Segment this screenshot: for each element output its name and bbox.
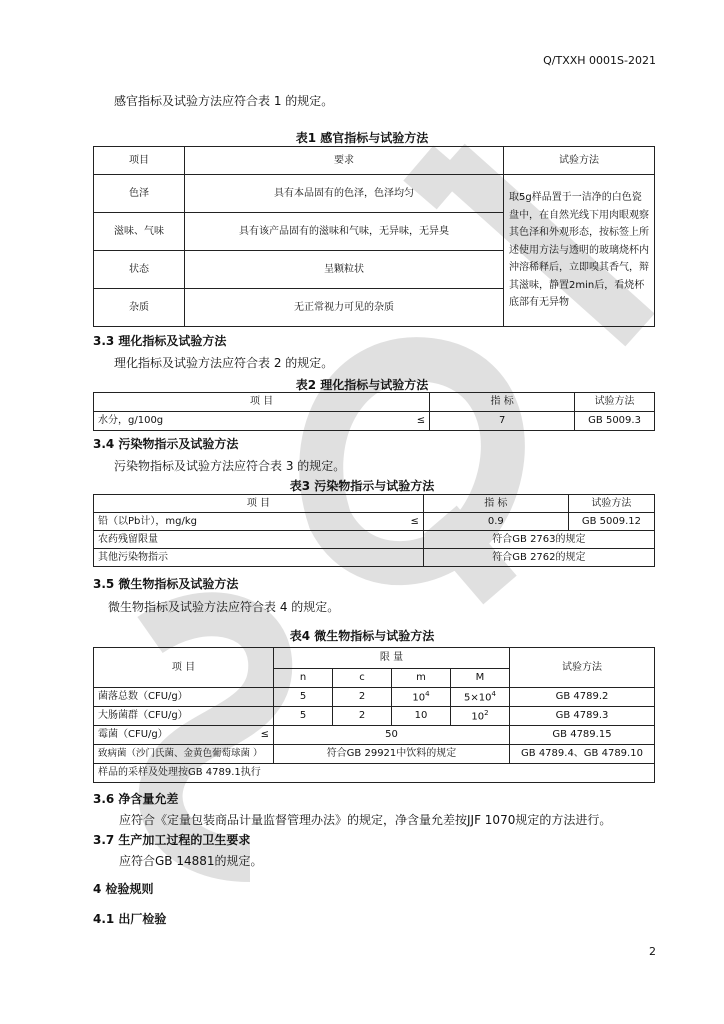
table2 [93,392,655,431]
section-4-1-heading: 4.1 出厂检验 [93,912,167,926]
table4-pathogen-item: 致病菌（沙门氏菌、金黄色葡萄球菌 ） [94,745,274,764]
table4-row-m-base: 10 [412,692,426,704]
table4-row-n: 5 [274,707,333,726]
section-3-5-heading: 3.5 微生物指标及试验方法 [93,577,239,591]
table2-header-item: 项 目 [94,393,430,412]
section-3-3-heading: 3.3 理化指标及试验方法 [93,334,227,348]
section-4-heading: 4 检验规则 [93,882,154,896]
table4-mold-item: 霉菌（CFU/g） [94,726,236,745]
table1-title: 表1 感官指标与试验方法 [295,131,429,145]
table4-row-item: 菌落总数（CFU/g） [94,688,274,707]
table3-row-item: 铅（以Pb计），mg/kg [94,513,375,531]
table1-header-item: 项目 [94,147,185,175]
table3 [93,494,655,567]
table2-header-value: 指 标 [430,393,575,412]
table4-row-m-exp: 4 [425,689,430,698]
table4-row-item: 大肠菌群（CFU/g） [94,707,274,726]
doc-code: Q/TXXH 0001S-2021 [543,54,656,67]
table3-row-item: 农药残留限量 [94,531,424,549]
table1 [93,146,655,327]
table2-row-value: 7 [430,412,575,431]
table1-header-req: 要求 [185,147,504,175]
table4 [93,647,655,783]
table4-row-c: 2 [333,707,392,726]
table4-note: 样品的采样及处理按GB 4789.1执行 [94,764,655,783]
table3-header-item: 项 目 [94,495,424,513]
table3-title: 表3 污染物指示与试验方法 [289,479,435,493]
table4-title: 表4 微生物指标与试验方法 [289,629,435,643]
table1-row-req: 具有该产品固有的滋味和气味，无异味，无异臭 [185,213,504,251]
table1-row-req: 无正常视力可见的杂质 [185,289,504,327]
table4-header-limit: 限 量 [274,648,510,669]
table4-row-method: GB 4789.3 [510,707,655,726]
table3-header-value: 指 标 [423,495,568,513]
table2-row-method: GB 5009.3 [575,412,655,431]
table2-row-sym: ≤ [381,412,430,431]
section-3-7-heading: 3.7 生产加工过程的卫生要求 [93,833,251,847]
table4-mold-sym: ≤ [235,726,274,745]
table1-header-method: 试验方法 [504,147,655,175]
table1-row-item: 色泽 [94,175,185,213]
table4-row-M-base: 5×10 [464,692,492,704]
table2-row-item: 水分，g/100g [94,412,382,431]
section-3-6-text: 应符合《定量包装商品计量监督管理办法》的规定，净含量允差按JJF 1070规定的方法进行。 [119,813,612,827]
section-3-6-heading: 3.6 净含量允差 [93,792,179,806]
section-3-4-heading: 3.4 污染物指示及试验方法 [93,437,239,451]
table4-pathogen-method: GB 4789.4、GB 4789.10 [510,745,655,764]
table3-row-sym: ≤ [375,513,424,531]
table4-row-m: 10 [392,707,451,726]
table3-row-span: 符合GB 2762的规定 [423,549,654,567]
table2-title: 表2 理化指标与试验方法 [295,378,429,392]
table1-method-cell: 取5g样品置于一洁净的白色瓷盘中，在自然光线下用肉眼观察其色泽和外观形态，按标签上所述使用方法与透明的玻璃烧杯内沖溶稀释后，立即嗅其香气，辩其滋味，静置2min后，看烧杯底部有无异物 [504,175,655,327]
section-3-7-text: 应符合GB 14881的规定。 [119,854,263,868]
table1-row-item: 滋味、气味 [94,213,185,251]
table3-row-span: 符合GB 2763的规定 [423,531,654,549]
table4-mold-method: GB 4789.15 [510,726,655,745]
table1-row-req: 呈颗粒状 [185,251,504,289]
table4-row-method: GB 4789.2 [510,688,655,707]
table2-header-method: 试验方法 [575,393,655,412]
table1-row-item: 状态 [94,251,185,289]
table4-row-M [451,707,510,726]
table4-row-M-base: 10 [471,711,485,723]
table4-pathogen-value: 符合GB 29921中饮料的规定 [274,745,510,764]
table4-header-item: 项 目 [94,648,274,688]
intro-text: 感官指标及试验方法应符合表 1 的规定。 [114,94,334,108]
table3-row-item: 其他污染物指示 [94,549,424,567]
table4-header-method: 试验方法 [510,648,655,688]
table4-sub-m: m [392,669,451,688]
table3-row-value: 0.9 [423,513,568,531]
table1-row-item: 杂质 [94,289,185,327]
table1-row-req: 具有本品固有的色泽，色泽均匀 [185,175,504,213]
table3-row-method: GB 5009.12 [568,513,654,531]
table3-header-method: 试验方法 [568,495,654,513]
table4-row-M-exp: 2 [484,708,489,717]
table4-row-m [392,688,451,707]
page-number: 2 [649,945,656,958]
section-3-4-text: 污染物指标及试验方法应符合表 3 的规定。 [114,459,346,473]
table4-sub-M: M [451,669,510,688]
table4-mold-value: 50 [274,726,510,745]
table4-row-n: 5 [274,688,333,707]
table4-sub-n: n [274,669,333,688]
section-3-5-text: 微生物指标及试验方法应符合表 4 的规定。 [108,600,340,614]
section-3-3-text: 理化指标及试验方法应符合表 2 的规定。 [114,356,334,370]
table4-row-M-exp: 4 [491,689,496,698]
table4-sub-c: c [333,669,392,688]
table4-row-c: 2 [333,688,392,707]
table4-row-M [451,688,510,707]
